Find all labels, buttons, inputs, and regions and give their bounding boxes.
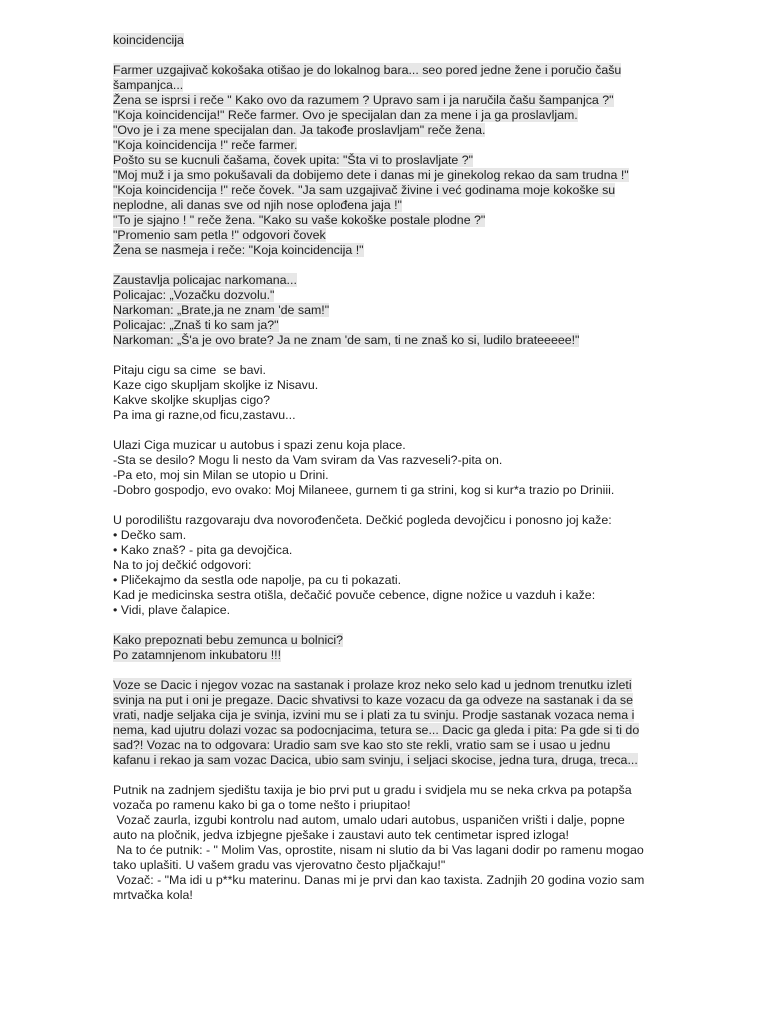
text-line (113, 708, 673, 723)
text-line: Kakve skoljke skupljas cigo? (113, 393, 271, 407)
highlighted-text: "Koja koincidencija !" reče čovek. "Ja sam uzgajivač živine i već godinama moje kokoške su (113, 183, 616, 197)
text-line: -Sta se desilo? Mogu li nesto da Vam sviram da Vas razveseli?-pita on. (113, 453, 503, 467)
highlighted-text: Farmer uzgajivač kokošaka otišao je do lokalnog bara... seo pored jedne žene i poručio čašu (113, 63, 622, 77)
highlighted-text: Zaustavlja policajac narkomana... (113, 273, 297, 287)
highlighted-text: "Ovo je i za mene specijalan dan. Ja takođe proslavljam" reče žena. (113, 123, 486, 137)
highlighted-text: Policajac: „Vozačku dozvolu." (113, 288, 275, 302)
joke-paragraph (113, 678, 673, 768)
text-line (113, 183, 673, 198)
highlighted-text: svinja na put i oni je pregaze. Dacic shvativsi to kaze vozacu da ga odveze na sastanak i da se (113, 693, 634, 707)
highlighted-text: šampanjca... (113, 78, 184, 92)
text-line (113, 633, 673, 648)
highlighted-text: "To je sjajno ! " reče žena. "Kako su vaše kokoške postale plodne ?" (113, 213, 486, 227)
text-line: Pitaju cigu sa cime se bavi. (113, 363, 266, 377)
text-line: • Dečko sam. (113, 528, 187, 542)
text-line (113, 153, 673, 168)
text-line: • Kako znaš? - pita ga devojčica. (113, 543, 293, 557)
text-line (113, 228, 673, 243)
highlighted-text: vrati, nadje seljaka cija je svinja, izvini mu se i plati za tu svinju. Prodje sastanak vozaca nema i (113, 708, 635, 722)
text-line (113, 288, 673, 303)
text-line: • Vidi, plave čalapice. (113, 603, 231, 617)
text-line (113, 678, 673, 693)
highlighted-text: "Promenio sam petla !" odgovori čovek (113, 228, 326, 242)
text-line (113, 213, 673, 228)
text-line: U porodilištu razgovaraju dva novorođenčeta. Dečkić pogleda devojčicu i ponosno joj kaže: (113, 513, 612, 527)
text-line: Vozač: - "Ma idi u p**ku materinu. Danas mi je prvi dan kao taxista. Zadnjih 20 godina vozio sam (113, 873, 645, 887)
joke-paragraph (113, 513, 673, 618)
joke-paragraph (113, 273, 673, 348)
text-line: Putnik na zadnjem sjedištu taxija je bio prvi put u gradu i svidjela mu se neka crkva pa potapša (113, 783, 632, 797)
highlighted-text: Voze se Dacic i njegov vozac na sastanak i prolaze kroz neko selo kad u jednom trenutku izleti (113, 678, 632, 692)
text-line (113, 33, 673, 48)
text-line: vozača po ramenu kako bi ga o tome nešto i priupitao! (113, 798, 411, 812)
highlighted-text: nema, kad ujutru dolazi vozac sa podocnjacima, tetura se... Dacic ga gleda i pita: Pa gde si ti do (113, 723, 640, 737)
text-line (113, 333, 673, 348)
joke-paragraph (113, 438, 673, 498)
text-line: -Dobro gospodjo, evo ovako: Moj Milaneee, gurnem ti ga strini, kog si kur*a trazio po Driniii. (113, 483, 615, 497)
text-line (113, 108, 673, 123)
text-line (113, 318, 673, 333)
text-line (113, 738, 673, 753)
text-line (113, 123, 673, 138)
joke-paragraph (113, 783, 673, 903)
highlighted-text: Kako prepoznati bebu zemunca u bolnici? (113, 633, 344, 647)
text-line (113, 138, 673, 153)
highlighted-text: Narkoman: „Š'a je ovo brate? Ja ne znam 'de sam, ti ne znaš ko si, ludilo brateeeee!" (113, 333, 580, 347)
highlighted-text: Narkoman: „Brate,ja ne znam 'de sam!" (113, 303, 330, 317)
text-line: Ulazi Ciga muzicar u autobus i spazi zenu koja place. (113, 438, 406, 452)
text-line (113, 648, 673, 663)
highlighted-text: Policajac: „Znaš ti ko sam ja?" (113, 318, 279, 332)
text-line: Kad je medicinska sestra otišla, dečačić povuče cebence, digne nožice u vazduh i kaže: (113, 588, 596, 602)
text-line: Na to će putnik: - " Molim Vas, oprostite, nisam ni slutio da bi Vas lagani dodir po ramenu mogao (113, 843, 644, 857)
text-line (113, 753, 673, 768)
joke-paragraph (113, 633, 673, 663)
text-line (113, 243, 673, 258)
text-line (113, 723, 673, 738)
text-line: tako uplašiti. U vašem gradu vas vjerovatno često pljačkaju!" (113, 858, 446, 872)
highlighted-text: "Koja koincidencija !" reče farmer. (113, 138, 298, 152)
text-line: Vozač zaurla, izgubi kontrolu nad autom, umalo udari autobus, uspaničen vrišti i dalje, popne (113, 813, 625, 827)
highlighted-text: Pošto su se kucnuli čašama, čovek upita: "Šta vi to proslavljate ?" (113, 153, 474, 167)
text-line: mrtvačka kola! (113, 888, 193, 902)
joke-paragraph (113, 363, 673, 423)
text-line (113, 78, 673, 93)
highlighted-text: Žena se isprsi i reče " Kako ovo da razumem ? Upravo sam i ja naručila čašu šampanjca ?" (113, 93, 614, 107)
highlighted-text: neplodne, ali danas sve od njih nose oplođena jaja !" (113, 198, 402, 212)
text-line: -Pa eto, moj sin Milan se utopio u Drini. (113, 468, 329, 482)
text-line (113, 303, 673, 318)
text-line: Kaze cigo skupljam skoljke iz Nisavu. (113, 378, 319, 392)
text-line (113, 273, 673, 288)
text-line: auto na pločnik, jedva izbjegne pješake i zaustavi auto tek centimetar ispred izloga! (113, 828, 569, 842)
highlighted-text: Žena se nasmeja i reče: "Koja koincidencija !" (113, 243, 364, 257)
text-line (113, 168, 673, 183)
text-line: Na to joj dečkić odgovori: (113, 558, 252, 572)
text-line: Pa ima gi razne,od ficu,zastavu... (113, 408, 296, 422)
document-body (113, 33, 673, 918)
text-line (113, 93, 673, 108)
text-line (113, 693, 673, 708)
highlighted-text: "Moj muž i ja smo pokušavali da dobijemo dete i danas mi je ginekolog rekao da sam trudna !" (113, 168, 629, 182)
joke-paragraph (113, 33, 673, 48)
highlighted-text: Po zatamnjenom inkubatoru !!! (113, 648, 282, 662)
text-line (113, 63, 673, 78)
text-line: • Pličekajmo da sestla ode napolje, pa cu ti pokazati. (113, 573, 402, 587)
highlighted-text: kafanu i rekao ja sam vozac Dacica, ubio sam svinju, i seljaci skocise, jedna tura, druga, treca... (113, 753, 638, 767)
highlighted-text: koincidencija (113, 33, 184, 47)
highlighted-text: "Koja koincidencija!" Reče farmer. Ovo je specijalan dan za mene i ja ga proslavljam. (113, 108, 578, 122)
joke-paragraph (113, 63, 673, 258)
text-line (113, 198, 673, 213)
highlighted-text: sad?! Vozac na to odgovara: Uradio sam sve kao sto ste rekli, vratio sam se i usao u jednu (113, 738, 611, 752)
